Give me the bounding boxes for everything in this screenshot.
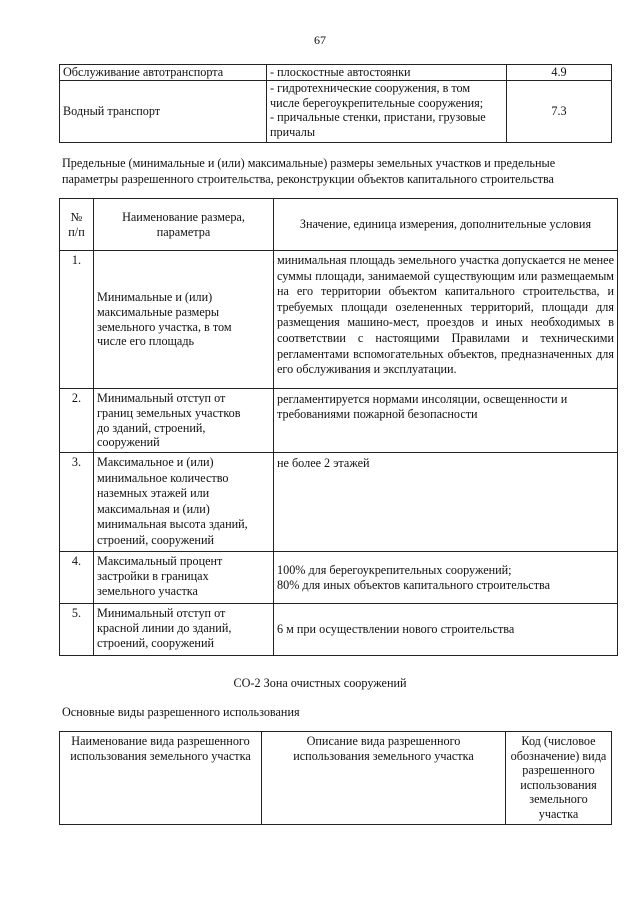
use-code-header: Код (числовое обозначение) вида разрешенного использования земельного участка — [506, 732, 612, 825]
num-header: № п/п — [60, 199, 94, 251]
permitted-uses-table — [59, 731, 612, 825]
param-name: Минимальный отступ от красной линии до зданий, строений, сооружений — [94, 604, 274, 656]
row-number: 1. — [60, 251, 94, 389]
use-code-cell: 4.9 — [507, 65, 612, 81]
row-number: 5. — [60, 604, 94, 656]
use-desc-cell: - гидротехнические сооружения, в том числе берегоукрепительные сооружения; - причальные стенки, пристани, грузовые причалы — [267, 80, 507, 142]
land-use-table-top — [59, 64, 612, 143]
table-row — [60, 453, 618, 552]
use-name-header: Наименование вида разрешенного использования земельного участка — [60, 732, 262, 825]
section-title: Основные виды разрешенного использования — [62, 705, 300, 719]
use-desc-cell: - плоскостные автостоянки — [267, 65, 507, 81]
param-name: Минимальные и (или) максимальные размеры земельного участка, в том числе его площадь — [94, 251, 274, 389]
intro-line-2: параметры разрешенного строительства, реконструкции объектов капитального строительства — [62, 172, 554, 186]
table-row — [60, 251, 618, 389]
param-value-header: Значение, единица измерения, дополнительные условия — [274, 199, 618, 251]
table-row — [60, 65, 612, 81]
use-desc-header: Описание вида разрешенного использования земельного участка — [262, 732, 506, 825]
zone-title: СО-2 Зона очистных сооружений — [233, 676, 407, 690]
table-row — [60, 80, 612, 142]
param-name-header: Наименование размера, параметра — [94, 199, 274, 251]
intro-line-1: Предельные (минимальные и (или) максимальные) размеры земельных участков и предельные — [62, 156, 556, 170]
param-name: Максимальное и (или) минимальное количество наземных этажей или максимальная и (или) минимальная высота зданий, строений, сооружений — [94, 453, 274, 552]
use-name-cell: Водный транспорт — [60, 80, 267, 142]
use-name-cell: Обслуживание автотранспорта — [60, 65, 267, 81]
row-number: 3. — [60, 453, 94, 552]
param-value: 6 м при осуществлении нового строительства — [274, 604, 618, 656]
param-name: Минимальный отступ от границ земельных участков до зданий, строений, сооружений — [94, 389, 274, 453]
param-name: Максимальный процент застройки в границах земельного участка — [94, 552, 274, 604]
page-number: 67 — [314, 33, 326, 47]
param-value: регламентируется нормами инсоляции, освещенности и требованиями пожарной безопасности — [274, 389, 618, 453]
table-row — [60, 604, 618, 656]
table-header-row — [60, 199, 618, 251]
param-value: не более 2 этажей — [274, 453, 618, 552]
table-row — [60, 552, 618, 604]
param-value: 100% для берегоукрепительных сооружений; 80% для иных объектов капитального строительства — [274, 552, 618, 604]
use-code-cell: 7.3 — [507, 80, 612, 142]
parameters-table — [59, 198, 618, 656]
row-number: 4. — [60, 552, 94, 604]
table-header-row — [60, 732, 612, 825]
param-value: минимальная площадь земельного участка допускается не менее суммы площади, занимаемой существующим или размещаемым на его территории объектом капитального строительства, и требуемых площади озелененных территорий, площади для размещения машино-мест, проездов и иных необходимых в соответствии с настоящими Правилами и техническими регламентами вспомогательных объектов, предназначенных для его обслуживания и эксплуатации. — [274, 251, 618, 389]
row-number: 2. — [60, 389, 94, 453]
table-row — [60, 389, 618, 453]
